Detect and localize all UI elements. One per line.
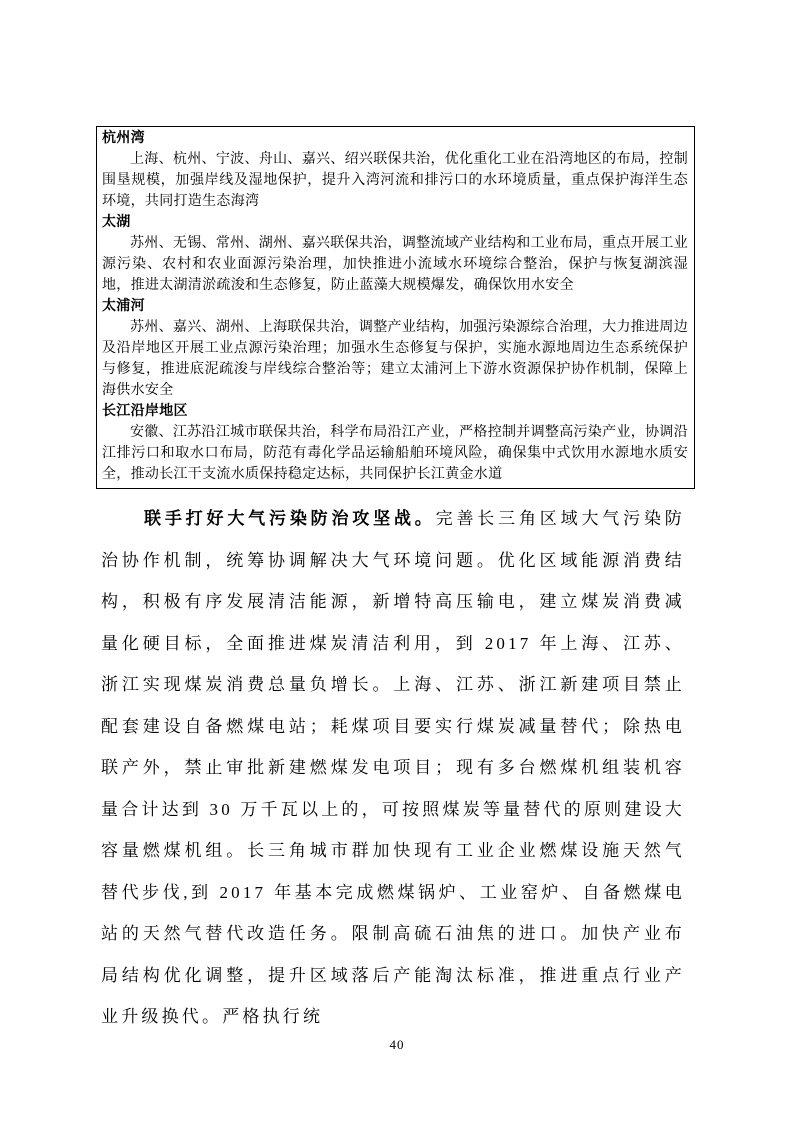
region-title: 长江沿岸地区 bbox=[102, 404, 188, 419]
paragraph-lead-bold: 联手打好大气污染防治攻坚战。 bbox=[144, 509, 436, 528]
region-section-hangzhou-bay bbox=[102, 128, 688, 212]
region-section-taipu-river bbox=[102, 296, 688, 401]
region-content: 苏州、无锡、常州、湖州、嘉兴联保共治，调整流域产业结构和工业布局，重点开展工业源污染、农村和农业面源污染治理，加快推进小流域水环境综合整治，保护与恢复湖滨湿地，推进太湖清淤疏浚和生态修复，防止蓝藻大规模爆发，确保饮用水安全 bbox=[102, 236, 688, 293]
region-section-yangtze-riverside bbox=[102, 401, 688, 485]
region-content: 上海、杭州、宁波、舟山、嘉兴、绍兴联保共治，优化重化工业在沿湾地区的布局，控制围垦规模，加强岸线及湿地保护，提升入湾河流和排污口的水环境质量，重点保护海洋生态环境，共同打造生态海湾 bbox=[102, 152, 688, 209]
regions-table bbox=[96, 126, 695, 489]
region-section-taihu bbox=[102, 212, 688, 296]
region-content: 安徽、江苏沿江城市联保共治，科学布局沿江产业，严格控制并调整高污染产业，协调沿江排污口和取水口布局，防范有毒化学品运输船舶环境风险，确保集中式饮用水源地水质安全，推动长江干支流水质保持稳定达标，共同保护长江黄金水道 bbox=[102, 425, 688, 482]
page-number: 40 bbox=[389, 1037, 405, 1052]
region-title: 太浦河 bbox=[102, 299, 145, 314]
region-content: 苏州、嘉兴、湖州、上海联保共治，调整产业结构，加强污染源综合治理，大力推进周边及沿岸地区开展工业点源污染治理；加强水生态修复与保护，实施水源地周边生态系统保护与修复，推进底泥疏浚与岸线综合整治等；建立太浦河上下游水资源保护协作机制，保障上海供水安全 bbox=[102, 320, 688, 398]
region-title: 太湖 bbox=[102, 215, 131, 230]
region-title: 杭州湾 bbox=[102, 131, 145, 146]
paragraph-body-text: 完善长三角区域大气污染防治协作机制，统筹协调解决大气环境问题。优化区域能源消费结构，积极有序发展清洁能源，新增特高压输电，建立煤炭消费减量化硬目标，全面推进煤炭清洁利用，到 2017 年上海、江苏、浙江实现煤炭消费总量负增长。上海、江苏、浙江新建项目禁止配套建设自备燃煤电站；耗煤项目要实行煤炭减量替代；除热电联产外，禁止审批新建燃煤发电项目；现有多台燃煤机组装机容量合计达到 30 万千瓦以上的，可按照煤炭等量替代的原则建设大容量燃煤机组。长三角城市群加快现有工业企业燃煤设施天然气替代步伐,到 2017 年基本完成燃煤锅炉、工业窑炉、自备燃煤电站的天然气替代改造任务。限制高硫石油焦的进口。加快产业布局结构优化调整，提升区域落后产能淘汰标准，推进重点行业产业升级换代。严格执行统 bbox=[101, 509, 685, 1026]
main-paragraph bbox=[101, 498, 685, 1038]
